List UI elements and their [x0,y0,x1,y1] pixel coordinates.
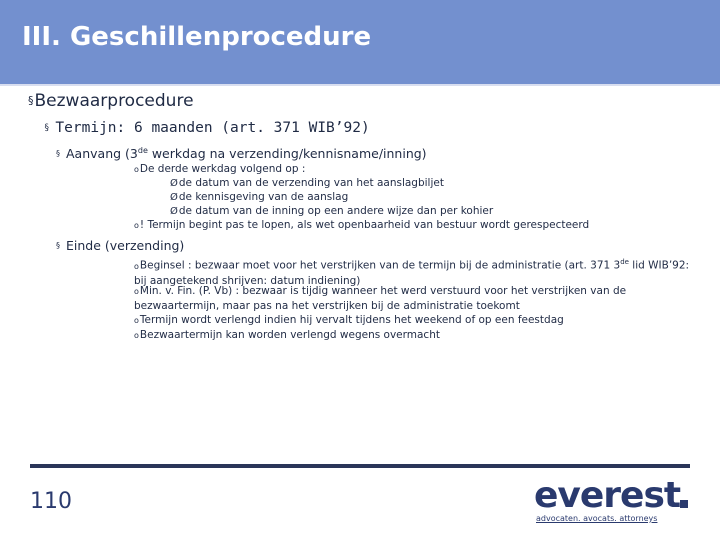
sub-bullet-icon: o [134,221,139,230]
sub-bullet-icon: o [134,331,139,340]
einde-item [56,238,184,253]
bullet-icon: § [28,94,34,107]
title-divider [0,84,720,86]
logo-tagline: advocaten. avocats. attorneys [536,514,658,523]
aanvang-sub2-text: ! Termijn begint pas te lopen, als wet openbaarheid van bestuur wordt gerespecteerd [139,219,590,231]
aanvang-arrow-text-3: de datum van de inning op een andere wijze dan per kohier [178,205,494,217]
bullet-icon: § [44,123,50,133]
einde-sub3 [134,313,564,328]
aanvang-arrow-item-1 [170,177,444,189]
arrow-bullet-icon: Ø [170,206,178,217]
einde-sub2-text: Min. v. Fin. (P. Vb) : bezwaar is tijdig wanneer het werd verstuurd voor het verstrijken van de bezwaartermijn, maar pas na het verstrijken bij de administratie toekomt [134,285,627,312]
everest-logo [534,476,694,526]
slide-title: III. Geschillenprocedure [22,22,372,52]
einde-sub4 [134,328,440,343]
bullet-icon: § [56,241,60,250]
einde-sub3-text: Termijn wordt verlengd indien hij vervalt tijdens het weekend of op een feestdag [139,314,564,326]
aanvang-arrow-text-1: de datum van de verzending van het aanslagbiljet [178,177,444,189]
logo-square-icon [680,500,688,508]
bullet-icon: § [56,149,60,159]
logo-wordmark: everest [534,475,681,516]
einde-sub4-text: Bezwaartermijn kan worden verlengd wegens overmacht [139,329,440,341]
aanvang-sub2 [134,218,589,233]
arrow-bullet-icon: Ø [170,192,178,203]
aanvang-text-before: Aanvang (3 [66,146,138,162]
aanvang-item [56,146,427,161]
arrow-bullet-icon: Ø [170,178,178,189]
sub-bullet-icon: o [134,261,139,271]
aanvang-sub1 [134,162,305,177]
einde-sub1-sup: de [620,258,629,266]
outline-level2 [44,120,370,136]
sub-bullet-icon: o [134,165,139,174]
sub-bullet-icon: o [134,287,139,296]
title-bar [0,0,720,84]
einde-sub1-text-before: Beginsel : bezwaar moet voor het verstrijken van de termijn bij de administratie (art. 371 3 [139,259,621,272]
sub-bullet-icon: o [134,316,139,325]
aanvang-text-after: werkdag na verzending/kennisname/inning) [147,146,427,162]
page-number: 110 [30,489,72,514]
footer-divider [30,464,690,468]
outline-level2-text: Termijn: 6 maanden (art. 371 WIB’92) [55,120,370,136]
einde-sub1-text-after: lid WIB’92: bij aangetekend shrijven: datum indiening) [134,259,690,287]
aanvang-arrow-item-2 [170,191,348,203]
aanvang-sub1-text: De derde werkdag volgend op : [139,163,306,175]
aanvang-sup: de [137,146,148,155]
aanvang-arrow-text-2: de kennisgeving van de aanslag [178,191,349,203]
outline-level1-text: Bezwaarprocedure [34,91,194,111]
einde-text: Einde (verzending) [66,238,185,253]
einde-sub2 [134,284,696,314]
aanvang-arrow-item-3 [170,205,493,217]
outline-level1 [28,91,194,111]
